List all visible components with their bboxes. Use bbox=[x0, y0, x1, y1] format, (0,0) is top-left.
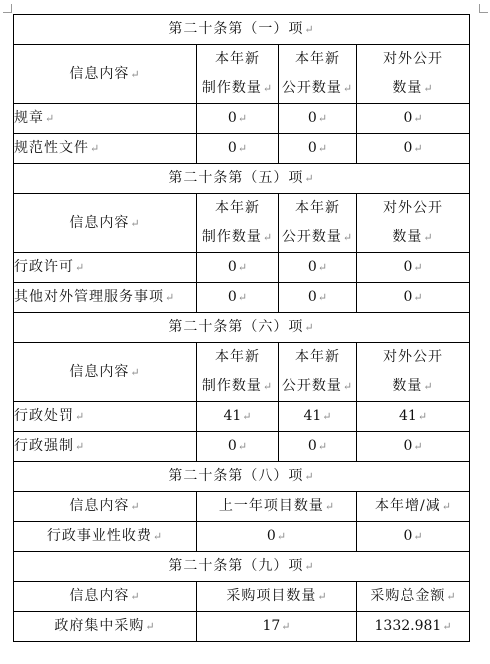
cell-text: 信息内容 bbox=[69, 588, 130, 604]
paragraph-mark: ↵ bbox=[75, 440, 86, 453]
section-title bbox=[14, 15, 470, 45]
paragraph-mark: ↵ bbox=[130, 216, 141, 230]
paragraph-mark: ↵ bbox=[237, 142, 248, 155]
cell-text: 数量 bbox=[392, 80, 423, 96]
cell-text: 行政处罚 bbox=[14, 408, 74, 424]
row-value bbox=[357, 283, 470, 313]
cell-text: 制作数量 bbox=[201, 378, 262, 394]
cell-text: 0 bbox=[307, 259, 317, 275]
cell-text: 0 bbox=[227, 259, 237, 275]
paragraph-mark: ↵ bbox=[237, 261, 248, 274]
cell-text: 0 bbox=[227, 110, 237, 126]
paragraph-mark: ↵ bbox=[304, 560, 315, 573]
row-value bbox=[279, 253, 357, 283]
header-col-1 bbox=[197, 45, 279, 104]
paragraph-mark: ↵ bbox=[342, 380, 354, 393]
row-value bbox=[357, 134, 470, 164]
paragraph-mark: ↵ bbox=[413, 291, 423, 304]
cell-text: 行政事业性收费 bbox=[46, 528, 152, 544]
cell-text: 采购项目数量 bbox=[226, 588, 317, 604]
header-line bbox=[357, 372, 469, 401]
table-row bbox=[14, 283, 470, 313]
paragraph-mark: ↵ bbox=[442, 620, 452, 633]
cell-text: 本年新 bbox=[295, 200, 340, 216]
table-row bbox=[14, 134, 470, 164]
cell-text: 对外公开 bbox=[383, 200, 444, 216]
paragraph-mark: ↵ bbox=[342, 82, 354, 95]
header-col-2 bbox=[279, 343, 357, 402]
cell-text: 本年新 bbox=[295, 51, 340, 67]
cell-text: 1332.981 bbox=[374, 618, 442, 634]
header-line bbox=[197, 372, 278, 401]
header-col-3 bbox=[357, 194, 470, 253]
cell-text: 本年新 bbox=[215, 349, 260, 365]
header-line bbox=[357, 223, 469, 252]
cell-text: 第二十条第（五）项 bbox=[168, 170, 304, 186]
cell-text: 17 bbox=[262, 618, 281, 634]
row-value bbox=[197, 522, 357, 552]
cell-text: 本年新 bbox=[215, 51, 260, 67]
header-line bbox=[197, 74, 278, 103]
cell-text: 其他对外管理服务事项 bbox=[14, 289, 164, 305]
paragraph-mark: ↵ bbox=[90, 142, 101, 155]
paragraph-mark: ↵ bbox=[262, 82, 274, 95]
row-value bbox=[197, 283, 279, 313]
cell-text: 0 bbox=[403, 259, 413, 275]
paragraph-mark: ↵ bbox=[413, 112, 423, 125]
row-value bbox=[197, 432, 279, 462]
row-value bbox=[357, 522, 470, 552]
row-value bbox=[197, 134, 279, 164]
cell-text: 数量 bbox=[392, 229, 423, 245]
paragraph-mark: ↵ bbox=[242, 410, 252, 423]
cell-text: 规范性文件 bbox=[14, 140, 89, 156]
paragraph-mark: ↵ bbox=[237, 440, 248, 453]
paragraph-mark: ↵ bbox=[75, 261, 86, 274]
header-col-2 bbox=[279, 45, 357, 104]
table-row bbox=[14, 432, 470, 462]
section-title-text: 第二十条第（一）项 bbox=[168, 21, 304, 37]
paragraph-mark: ↵ bbox=[304, 172, 315, 185]
row-value bbox=[197, 253, 279, 283]
header-col-procurement-total bbox=[357, 582, 470, 612]
paragraph-mark: ↵ bbox=[317, 590, 327, 603]
paragraph-mark: ↵ bbox=[152, 530, 164, 543]
cell-text: 0 bbox=[403, 528, 413, 544]
paragraph-mark: ↵ bbox=[441, 500, 451, 513]
row-label bbox=[14, 104, 197, 134]
cell-text: 第二十条第（六）项 bbox=[168, 319, 304, 335]
paragraph-mark: ↵ bbox=[237, 291, 248, 304]
paragraph-mark: ↵ bbox=[423, 82, 434, 95]
cell-text: 41 bbox=[223, 408, 242, 424]
header-col-3 bbox=[357, 45, 470, 104]
header-col-1 bbox=[197, 343, 279, 402]
row-value bbox=[197, 612, 357, 642]
header-line bbox=[197, 223, 278, 252]
row-label bbox=[14, 134, 197, 164]
table-row bbox=[14, 402, 470, 432]
cell-text: 公开数量 bbox=[281, 229, 342, 245]
paragraph-mark: ↵ bbox=[413, 530, 423, 543]
row-value bbox=[357, 104, 470, 134]
row-label bbox=[14, 253, 197, 283]
cell-text: 41 bbox=[398, 408, 417, 424]
row-label bbox=[14, 402, 197, 432]
paragraph-mark: ↵ bbox=[317, 112, 328, 125]
row-label bbox=[14, 283, 197, 313]
paragraph-mark: ↵ bbox=[237, 112, 248, 125]
paragraph-mark: ↵ bbox=[413, 142, 423, 155]
cell-text: 公开数量 bbox=[281, 80, 342, 96]
cell-text: 信息内容 bbox=[69, 363, 130, 380]
table-row bbox=[14, 612, 470, 642]
cell-text: 信息内容 bbox=[69, 498, 130, 514]
section-title-row bbox=[14, 164, 470, 194]
cell-text: 第二十条第（八）项 bbox=[168, 468, 304, 484]
table-row bbox=[14, 104, 470, 134]
paragraph-mark: ↵ bbox=[317, 440, 328, 453]
row-value bbox=[279, 104, 357, 134]
paragraph-mark: ↵ bbox=[304, 470, 315, 483]
header-col-1 bbox=[197, 194, 279, 253]
header-content bbox=[14, 343, 197, 402]
paragraph-mark: ↵ bbox=[130, 67, 141, 81]
header-col-previous-year-count bbox=[197, 492, 357, 522]
cell-text: 本年增/减 bbox=[375, 498, 441, 514]
cell-text: 行政强制 bbox=[14, 438, 74, 454]
table-row bbox=[14, 253, 470, 283]
cell-text: 采购总金额 bbox=[370, 588, 446, 604]
paragraph-mark: ↵ bbox=[281, 620, 291, 633]
paragraph-mark: ↵ bbox=[262, 231, 274, 244]
paragraph-mark: ↵ bbox=[423, 231, 434, 244]
row-label bbox=[14, 522, 197, 552]
header-col-3 bbox=[357, 343, 470, 402]
row-value bbox=[279, 432, 357, 462]
cell-text: 0 bbox=[227, 140, 237, 156]
cell-text: 行政许可 bbox=[14, 259, 74, 275]
page-corner-mark-top-left bbox=[3, 4, 12, 13]
cell-text: 0 bbox=[266, 528, 276, 544]
cell-text: 政府集中采购 bbox=[54, 618, 145, 634]
page-corner-mark-top-right bbox=[479, 4, 488, 13]
header-row bbox=[14, 492, 470, 522]
cell-text: 0 bbox=[403, 110, 413, 126]
row-value bbox=[279, 402, 357, 432]
cell-text: 信息内容 bbox=[69, 214, 130, 231]
cell-text: 0 bbox=[403, 140, 413, 156]
row-value bbox=[279, 283, 357, 313]
cell-text: 制作数量 bbox=[201, 80, 262, 96]
paragraph-mark: ↵ bbox=[130, 500, 141, 513]
header-line bbox=[357, 74, 469, 103]
paragraph-mark: ↵ bbox=[317, 142, 328, 155]
paragraph-mark: ↵ bbox=[304, 321, 315, 334]
header-content bbox=[14, 492, 197, 522]
cell-text: 0 bbox=[307, 140, 317, 156]
header-content bbox=[14, 582, 197, 612]
section-title bbox=[14, 164, 470, 194]
paragraph-mark: ↵ bbox=[45, 112, 56, 125]
paragraph-mark: ↵ bbox=[145, 620, 156, 633]
paragraph-mark: ↵ bbox=[304, 23, 315, 36]
header-content bbox=[14, 194, 197, 253]
row-value bbox=[197, 104, 279, 134]
header-col-2 bbox=[279, 194, 357, 253]
header-line bbox=[279, 223, 356, 252]
row-label bbox=[14, 612, 197, 642]
paragraph-mark: ↵ bbox=[342, 231, 354, 244]
cell-text: 对外公开 bbox=[383, 349, 444, 365]
paragraph-mark: ↵ bbox=[322, 410, 332, 423]
paragraph-mark: ↵ bbox=[75, 410, 86, 423]
paragraph-mark: ↵ bbox=[130, 590, 141, 603]
cell-text: 0 bbox=[403, 289, 413, 305]
row-value bbox=[357, 612, 470, 642]
header-row bbox=[14, 343, 470, 402]
paragraph-mark: ↵ bbox=[413, 261, 423, 274]
section-title bbox=[14, 462, 470, 492]
section-title-row bbox=[14, 462, 470, 492]
row-value bbox=[279, 134, 357, 164]
paragraph-mark: ↵ bbox=[417, 410, 428, 423]
row-value bbox=[357, 402, 470, 432]
paragraph-mark: ↵ bbox=[446, 590, 456, 603]
section-title-row bbox=[14, 15, 470, 45]
cell-text: 数量 bbox=[392, 378, 423, 394]
section-title bbox=[14, 552, 470, 582]
header-row bbox=[14, 582, 470, 612]
header-line bbox=[279, 372, 356, 401]
header-row bbox=[14, 194, 470, 253]
cell-text: 本年新 bbox=[295, 349, 340, 365]
cell-text: 0 bbox=[227, 289, 237, 305]
section-title-row bbox=[14, 313, 470, 343]
section-title-row bbox=[14, 552, 470, 582]
cell-text: 对外公开 bbox=[383, 51, 444, 67]
header-col-change bbox=[357, 492, 470, 522]
paragraph-mark: ↵ bbox=[423, 380, 434, 393]
cell-text: 0 bbox=[307, 110, 317, 126]
paragraph-mark: ↵ bbox=[413, 440, 423, 453]
paragraph-mark: ↵ bbox=[317, 291, 328, 304]
cell-text: 信息内容 bbox=[69, 65, 130, 82]
table-row bbox=[14, 522, 470, 552]
row-value bbox=[197, 402, 279, 432]
cell-text: 本年新 bbox=[215, 200, 260, 216]
paragraph-mark: ↵ bbox=[262, 380, 274, 393]
row-value bbox=[357, 253, 470, 283]
header-line bbox=[279, 74, 356, 103]
row-value bbox=[357, 432, 470, 462]
cell-text: 规章 bbox=[14, 110, 44, 126]
cell-text: 公开数量 bbox=[281, 378, 342, 394]
paragraph-mark: ↵ bbox=[130, 365, 141, 379]
cell-text: 0 bbox=[307, 438, 317, 454]
header-content bbox=[14, 45, 197, 104]
cell-text: 上一年项目数量 bbox=[218, 498, 324, 514]
paragraph-mark: ↵ bbox=[165, 291, 176, 304]
paragraph-mark: ↵ bbox=[324, 500, 335, 513]
section-title bbox=[14, 313, 470, 343]
cell-text: 第二十条第（九）项 bbox=[168, 558, 304, 574]
cell-text: 0 bbox=[403, 438, 413, 454]
cell-text: 制作数量 bbox=[201, 229, 262, 245]
paragraph-mark: ↵ bbox=[317, 261, 328, 274]
cell-text: 0 bbox=[307, 289, 317, 305]
header-row bbox=[14, 45, 470, 104]
header-col-procurement-count bbox=[197, 582, 357, 612]
row-label bbox=[14, 432, 197, 462]
cell-text: 0 bbox=[227, 438, 237, 454]
cell-text: 41 bbox=[303, 408, 322, 424]
disclosure-table bbox=[13, 14, 470, 642]
paragraph-mark: ↵ bbox=[276, 530, 287, 543]
